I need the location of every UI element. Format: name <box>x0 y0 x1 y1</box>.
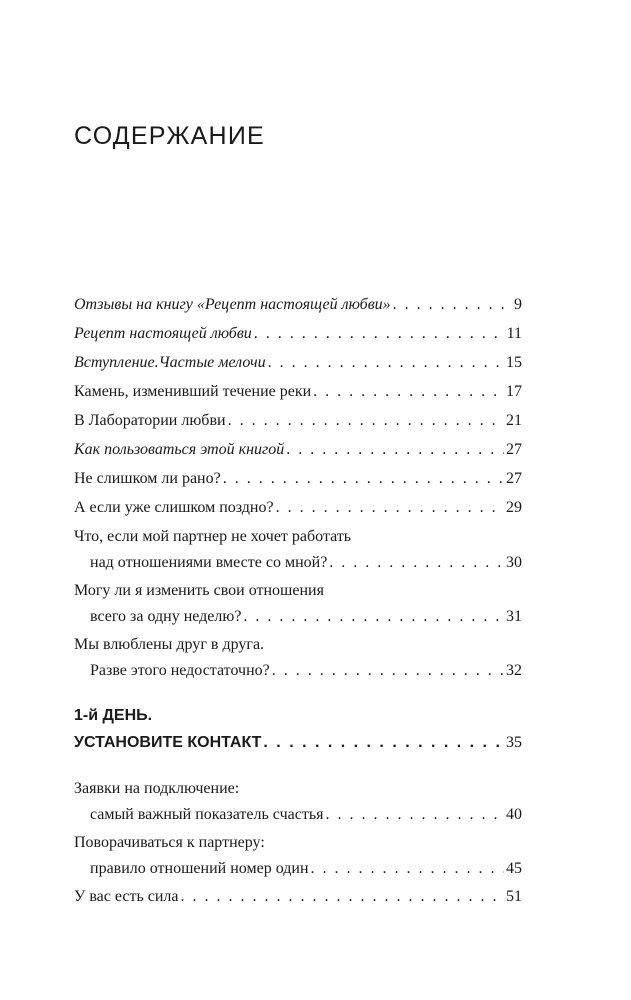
dot-leader <box>252 319 504 348</box>
toc-entry-title-continued: правило отношений номер один <box>90 860 309 877</box>
toc-entry <box>74 493 522 522</box>
toc-page-number: 11 <box>506 325 522 342</box>
dot-leader <box>179 882 504 911</box>
toc-entry <box>74 377 522 406</box>
toc-page-number: 32 <box>506 662 522 679</box>
toc-entry-title-continued: Разве этого недостаточно? <box>90 662 270 679</box>
toc-page-number: 31 <box>506 608 522 625</box>
dot-leader <box>391 290 504 319</box>
dot-leader <box>270 658 504 684</box>
dot-leader <box>327 550 504 576</box>
toc-entry <box>74 776 522 828</box>
toc-entry <box>74 830 522 882</box>
toc-entry <box>74 578 522 630</box>
toc-entry-title: У вас есть сила <box>74 888 179 905</box>
toc-entry-title: Заявки на подключение: <box>74 780 240 797</box>
dot-leader <box>241 604 504 630</box>
toc-page-number: 30 <box>506 554 522 571</box>
toc-entry-title: Могу ли я изменить свои отношения <box>74 582 324 599</box>
toc-entry-title: Как пользоваться этой книгой <box>74 441 285 458</box>
toc-entry-title-continued: самый важный показатель счастья <box>90 806 324 823</box>
toc-entry <box>74 464 522 493</box>
toc-entry <box>74 319 522 348</box>
toc-page-number: 21 <box>506 412 522 429</box>
toc-page-number: 9 <box>514 296 522 313</box>
dot-leader <box>309 856 504 882</box>
toc-entry-title: Поворачиваться к партнеру: <box>74 834 265 851</box>
toc-page-number: 51 <box>506 888 522 905</box>
section-day-label: 1-й ДЕНЬ. <box>74 707 153 724</box>
toc-entry-title-continued: всего за одну неделю? <box>90 608 242 625</box>
toc-entry-title: Что, если мой партнер не хочет работать <box>74 528 352 545</box>
page-title: СОДЕРЖАНИЕ <box>74 122 265 150</box>
dot-leader <box>266 348 504 377</box>
toc-entry-title: Рецепт настоящей любви <box>74 325 252 342</box>
toc-page-number: 27 <box>506 441 522 458</box>
toc-entry <box>74 435 522 464</box>
section-title: УСТАНОВИТЕ КОНТАКТ <box>74 734 262 751</box>
toc-page-number: 27 <box>506 470 522 487</box>
dot-leader <box>221 464 504 493</box>
table-of-contents <box>74 290 522 911</box>
toc-page-number: 45 <box>506 860 522 877</box>
toc-entry <box>74 348 522 377</box>
toc-page-number: 15 <box>506 354 522 371</box>
toc-entry-title: В Лаборатории любви <box>74 412 226 429</box>
dot-leader <box>261 729 504 756</box>
dot-leader <box>226 406 504 435</box>
toc-entry <box>74 524 522 576</box>
toc-entry-title: Не слишком ли рано? <box>74 470 221 487</box>
toc-entry <box>74 406 522 435</box>
toc-entry-title: Камень, изменивший течение реки <box>74 383 312 400</box>
dot-leader <box>323 802 504 828</box>
toc-entry-title: Отзывы на книгу «Рецепт настоящей любви» <box>74 296 391 313</box>
dot-leader <box>311 377 504 406</box>
toc-entry-title: Вступление.Частые мелочи <box>74 354 266 371</box>
toc-page-number: 35 <box>506 734 522 751</box>
dot-leader <box>274 493 504 522</box>
toc-entry-title: Мы влюблены друг в друга. <box>74 636 265 653</box>
toc-page-number: 40 <box>506 806 522 823</box>
toc-entry <box>74 290 522 319</box>
toc-entry-title: А если уже слишком поздно? <box>74 499 274 516</box>
toc-page-number: 17 <box>506 383 522 400</box>
toc-page-number: 29 <box>506 499 522 516</box>
toc-entry <box>74 632 522 684</box>
toc-section-heading <box>74 702 522 756</box>
toc-entry-title-continued: над отношениями вместе со мной? <box>90 554 328 571</box>
dot-leader <box>284 435 504 464</box>
toc-entry <box>74 882 522 911</box>
